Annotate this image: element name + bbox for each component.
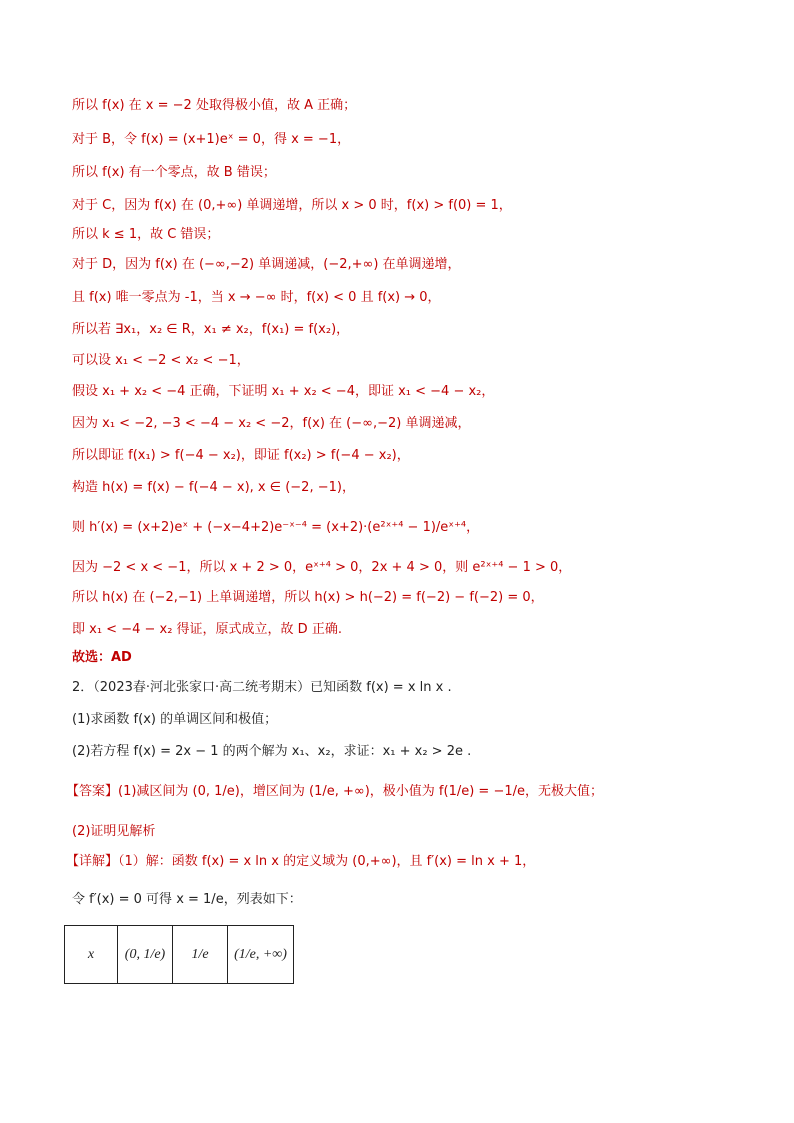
text-line: 则 h′(x) = (x+2)eˣ + (−x−4+2)e⁻ˣ⁻⁴ = (x+2)·(e²ˣ⁺⁴ − 1)/eˣ⁺⁴， <box>72 520 480 535</box>
detail-line-2: 令 f′(x) = 0 可得 x = 1/e，列表如下： <box>72 892 302 907</box>
problem-title: 2．（2023春·河北张家口·高二统考期末）已知函数 f(x) = x ln x . <box>72 680 452 695</box>
text-line: 即 x₁ < −4 − x₂ 得证，原式成立，故 D 正确. <box>72 622 342 637</box>
text-line: 假设 x₁ + x₂ < −4 正确，下证明 x₁ + x₂ < −4，即证 x₁ < −4 − x₂， <box>72 384 495 399</box>
text-line: 构造 h(x) = f(x) − f(−4 − x), x ∈ (−2, −1)， <box>72 480 355 495</box>
text-line: 对于 C，因为 f(x) 在 (0,+∞) 单调递增，所以 x > 0 时，f(x) > f(0) = 1， <box>72 198 512 213</box>
table-cell: (1/e, +∞) <box>228 926 294 984</box>
problem-part-2: (2)若方程 f(x) = 2x − 1 的两个解为 x₁、x₂，求证：x₁ + x₂ > 2e . <box>72 744 472 759</box>
table-cell: x <box>65 926 118 984</box>
text-line: 对于 D，因为 f(x) 在 (−∞,−2) 单调递减，(−2,+∞) 在单调递增， <box>72 257 461 272</box>
problem-part-1: (1)求函数 f(x) 的单调区间和极值； <box>72 712 278 727</box>
variation-table <box>64 925 294 984</box>
answer-line: 【答案】(1)减区间为 (0, 1/e)，增区间为 (1/e, +∞)，极小值为 f(1/e) = −1/e，无极大值； <box>66 784 603 799</box>
text-line: 可以设 x₁ < −2 < x₂ < −1， <box>72 353 250 368</box>
detail-line: 【详解】（1）解：函数 f(x) = x ln x 的定义域为 (0,+∞)，且 f′(x) = ln x + 1， <box>66 854 536 869</box>
text-line: 因为 x₁ < −2, −3 < −4 − x₂ < −2，f(x) 在 (−∞,−2) 单调递减， <box>72 416 471 431</box>
answer-choice: 故选：AD <box>72 650 132 665</box>
table-cell: 1/e <box>173 926 228 984</box>
text-line: 所以若 ∃x₁，x₂ ∈ R，x₁ ≠ x₂，f(x₁) = f(x₂)， <box>72 322 350 337</box>
text-line: 且 f(x) 唯一零点为 -1，当 x → −∞ 时，f(x) < 0 且 f(x) → 0， <box>72 290 441 305</box>
text-line: 所以 h(x) 在 (−2,−1) 上单调递增，所以 h(x) > h(−2) = f(−2) − f(−2) = 0， <box>72 590 544 605</box>
table-row <box>65 926 294 984</box>
text-line: 因为 −2 < x < −1，所以 x + 2 > 0，eˣ⁺⁴ > 0，2x + 4 > 0，则 e²ˣ⁺⁴ − 1 > 0， <box>72 560 572 575</box>
text-line: 所以即证 f(x₁) > f(−4 − x₂)，即证 f(x₂) > f(−4 − x₂)， <box>72 448 410 463</box>
answer-line-2: (2)证明见解析 <box>72 824 156 839</box>
text-line: 对于 B，令 f(x) = (x+1)eˣ = 0，得 x = −1， <box>72 132 351 147</box>
table-cell: (0, 1/e) <box>118 926 173 984</box>
text-line: 所以 f(x) 在 x = −2 处取得极小值，故 A 正确； <box>72 98 357 113</box>
text-line: 所以 k ≤ 1，故 C 错误； <box>72 227 220 242</box>
text-line: 所以 f(x) 有一个零点，故 B 错误； <box>72 165 276 180</box>
